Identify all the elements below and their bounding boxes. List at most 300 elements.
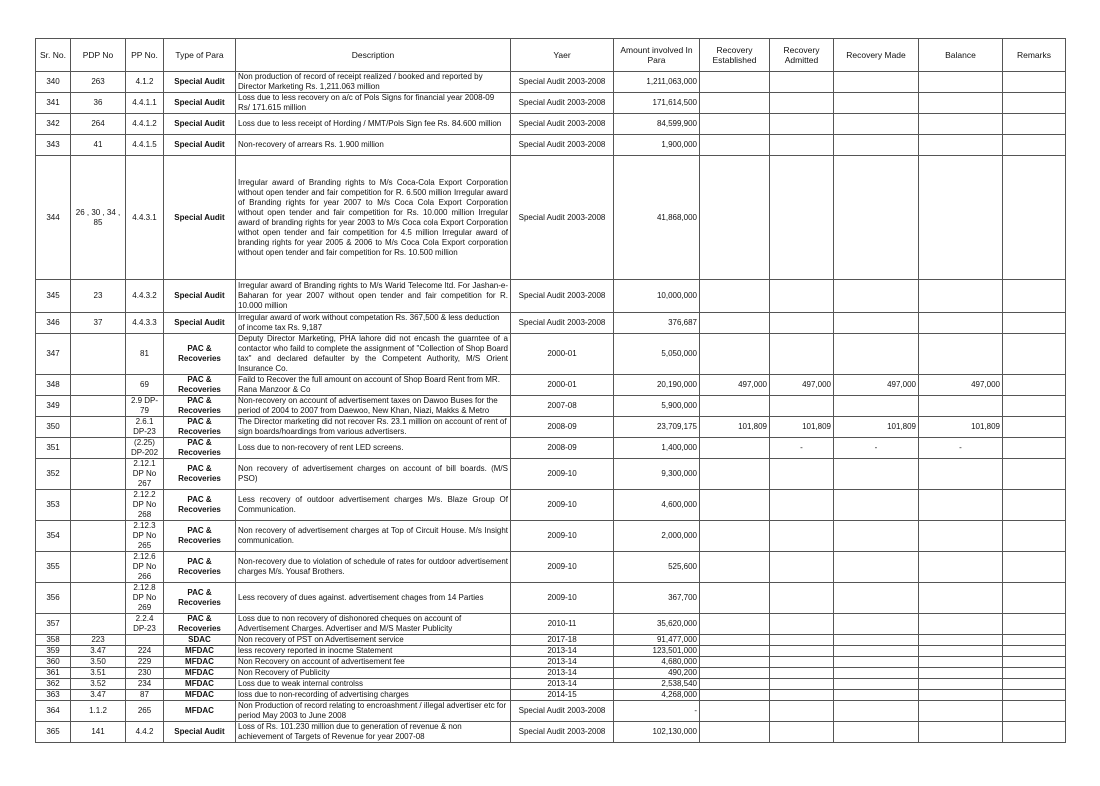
balance-cell	[919, 701, 1003, 722]
type-of-para-cell: MFDAC	[164, 646, 236, 657]
pdp-no-cell: 26 , 30 , 34 , 85	[71, 156, 126, 280]
remarks-cell	[1003, 614, 1066, 635]
recovery-made-cell	[834, 459, 919, 490]
pdp-no-cell: 41	[71, 135, 126, 156]
pdp-no-cell	[71, 490, 126, 521]
description-cell: Irregular award of work without competation Rs. 367,500 & less deduction of income tax Rs. 9,187	[236, 313, 511, 334]
sr-no-cell: 343	[36, 135, 71, 156]
recovery-made-cell	[834, 114, 919, 135]
year-cell: 2009-10	[511, 490, 614, 521]
year-cell: 2000-01	[511, 375, 614, 396]
recovery-made-cell	[834, 313, 919, 334]
sr-no-cell: 351	[36, 438, 71, 459]
amount-cell: 35,620,000	[614, 614, 700, 635]
recovery-admitted-cell	[770, 313, 834, 334]
table-row	[36, 614, 1066, 635]
pdp-no-cell: 3.52	[71, 679, 126, 690]
balance-cell	[919, 334, 1003, 375]
balance-cell	[919, 552, 1003, 583]
type-of-para-cell: PAC & Recoveries	[164, 375, 236, 396]
header-recovery-admitted: Recovery Admitted	[770, 39, 834, 72]
description-cell: Non Recovery of Publicity	[236, 668, 511, 679]
pdp-no-cell	[71, 583, 126, 614]
amount-cell: 2,538,540	[614, 679, 700, 690]
recovery-made-cell	[834, 583, 919, 614]
recovery-admitted-cell	[770, 679, 834, 690]
type-of-para-cell: MFDAC	[164, 668, 236, 679]
amount-cell: -	[614, 701, 700, 722]
balance-cell	[919, 93, 1003, 114]
recovery-admitted-cell	[770, 583, 834, 614]
header-amount: Amount involved In Para	[614, 39, 700, 72]
header-year: Yaer	[511, 39, 614, 72]
header-balance: Balance	[919, 39, 1003, 72]
balance-cell	[919, 646, 1003, 657]
amount-cell: 20,190,000	[614, 375, 700, 396]
recovery-established-cell	[700, 701, 770, 722]
recovery-admitted-cell	[770, 657, 834, 668]
recovery-admitted-cell	[770, 459, 834, 490]
balance-cell	[919, 114, 1003, 135]
pp-no-cell: 4.1.2	[126, 72, 164, 93]
pp-no-cell: 265	[126, 701, 164, 722]
recovery-established-cell	[700, 438, 770, 459]
year-cell: 2009-10	[511, 552, 614, 583]
recovery-admitted-cell	[770, 552, 834, 583]
recovery-admitted-cell: -	[770, 438, 834, 459]
recovery-established-cell	[700, 114, 770, 135]
description-cell: Non-recovery on account of advertisement taxes on Dawoo Buses for the period of 2004 to 2007 from Daewoo, New Khan, Niazi, Makks & Metro	[236, 396, 511, 417]
header-pdp-no: PDP No	[71, 39, 126, 72]
sr-no-cell: 356	[36, 583, 71, 614]
pdp-no-cell	[71, 396, 126, 417]
balance-cell	[919, 668, 1003, 679]
pdp-no-cell	[71, 417, 126, 438]
remarks-cell	[1003, 396, 1066, 417]
balance-cell	[919, 679, 1003, 690]
table-row	[36, 668, 1066, 679]
description-cell: Non recovery of advertisement charges at Top of Circuit House. M/s Insight communication.	[236, 521, 511, 552]
table-row	[36, 334, 1066, 375]
year-cell: 2013-14	[511, 668, 614, 679]
recovery-admitted-cell	[770, 135, 834, 156]
recovery-established-cell	[700, 135, 770, 156]
table-row	[36, 135, 1066, 156]
table-row	[36, 657, 1066, 668]
pdp-no-cell	[71, 614, 126, 635]
recovery-made-cell	[834, 701, 919, 722]
remarks-cell	[1003, 722, 1066, 743]
recovery-established-cell	[700, 690, 770, 701]
pp-no-cell: 4.4.3.3	[126, 313, 164, 334]
year-cell: 2007-08	[511, 396, 614, 417]
remarks-cell	[1003, 490, 1066, 521]
type-of-para-cell: SDAC	[164, 635, 236, 646]
balance-cell: 497,000	[919, 375, 1003, 396]
type-of-para-cell: MFDAC	[164, 701, 236, 722]
year-cell: 2010-11	[511, 614, 614, 635]
header-recovery-established: Recovery Established	[700, 39, 770, 72]
sr-no-cell: 350	[36, 417, 71, 438]
recovery-made-cell	[834, 690, 919, 701]
recovery-made-cell: -	[834, 438, 919, 459]
table-row	[36, 396, 1066, 417]
recovery-established-cell	[700, 280, 770, 313]
recovery-admitted-cell	[770, 334, 834, 375]
year-cell: 2009-10	[511, 459, 614, 490]
type-of-para-cell: PAC & Recoveries	[164, 552, 236, 583]
remarks-cell	[1003, 552, 1066, 583]
type-of-para-cell: PAC & Recoveries	[164, 417, 236, 438]
recovery-admitted-cell	[770, 114, 834, 135]
remarks-cell	[1003, 701, 1066, 722]
type-of-para-cell: Special Audit	[164, 93, 236, 114]
description-cell: Non Recovery on account of advertisement fee	[236, 657, 511, 668]
description-cell: Non recovery of PST on Advertisement service	[236, 635, 511, 646]
remarks-cell	[1003, 375, 1066, 396]
description-cell: Loss due to non-recovery of rent LED screens.	[236, 438, 511, 459]
amount-cell: 9,300,000	[614, 459, 700, 490]
remarks-cell	[1003, 668, 1066, 679]
pp-no-cell: 4.4.1.5	[126, 135, 164, 156]
recovery-established-cell	[700, 396, 770, 417]
year-cell: Special Audit 2003-2008	[511, 280, 614, 313]
table-row	[36, 114, 1066, 135]
table-row	[36, 646, 1066, 657]
amount-cell: 490,200	[614, 668, 700, 679]
year-cell: Special Audit 2003-2008	[511, 93, 614, 114]
recovery-made-cell	[834, 521, 919, 552]
amount-cell: 91,477,000	[614, 635, 700, 646]
balance-cell	[919, 490, 1003, 521]
pp-no-cell: 4.4.1.2	[126, 114, 164, 135]
year-cell: 2013-14	[511, 646, 614, 657]
recovery-established-cell	[700, 93, 770, 114]
sr-no-cell: 346	[36, 313, 71, 334]
year-cell: Special Audit 2003-2008	[511, 313, 614, 334]
table-row	[36, 438, 1066, 459]
amount-cell: 4,600,000	[614, 490, 700, 521]
recovery-made-cell	[834, 679, 919, 690]
table-row	[36, 72, 1066, 93]
sr-no-cell: 344	[36, 156, 71, 280]
pdp-no-cell	[71, 459, 126, 490]
table-row	[36, 552, 1066, 583]
amount-cell: 376,687	[614, 313, 700, 334]
recovery-admitted-cell	[770, 635, 834, 646]
amount-cell: 4,268,000	[614, 690, 700, 701]
remarks-cell	[1003, 114, 1066, 135]
pp-no-cell: 234	[126, 679, 164, 690]
pdp-no-cell: 264	[71, 114, 126, 135]
description-cell: The Director marketing did not recover Rs. 23.1 million on account of rent of sign boards/hoardings from various advertisers.	[236, 417, 511, 438]
amount-cell: 123,501,000	[614, 646, 700, 657]
type-of-para-cell: MFDAC	[164, 690, 236, 701]
balance-cell	[919, 459, 1003, 490]
recovery-made-cell	[834, 72, 919, 93]
pdp-no-cell: 3.47	[71, 646, 126, 657]
balance-cell	[919, 156, 1003, 280]
sr-no-cell: 342	[36, 114, 71, 135]
pdp-no-cell	[71, 552, 126, 583]
description-cell: Less recovery of dues against. advertisement chages from 14 Parties	[236, 583, 511, 614]
pp-no-cell: 81	[126, 334, 164, 375]
recovery-established-cell	[700, 459, 770, 490]
recovery-made-cell	[834, 635, 919, 646]
type-of-para-cell: PAC & Recoveries	[164, 490, 236, 521]
header-sr-no: Sr. No.	[36, 39, 71, 72]
pp-no-cell: 224	[126, 646, 164, 657]
amount-cell: 1,211,063,000	[614, 72, 700, 93]
remarks-cell	[1003, 690, 1066, 701]
description-cell: loss due to non-recording of advertising charges	[236, 690, 511, 701]
recovery-made-cell	[834, 722, 919, 743]
type-of-para-cell: Special Audit	[164, 313, 236, 334]
header-remarks: Remarks	[1003, 39, 1066, 72]
pdp-no-cell: 263	[71, 72, 126, 93]
recovery-admitted-cell	[770, 722, 834, 743]
recovery-established-cell	[700, 552, 770, 583]
recovery-admitted-cell: 497,000	[770, 375, 834, 396]
table-row	[36, 490, 1066, 521]
sr-no-cell: 365	[36, 722, 71, 743]
pp-no-cell: 2.2.4 DP-23	[126, 614, 164, 635]
recovery-made-cell	[834, 396, 919, 417]
recovery-admitted-cell	[770, 280, 834, 313]
recovery-made-cell: 497,000	[834, 375, 919, 396]
remarks-cell	[1003, 72, 1066, 93]
pp-no-cell: 4.4.3.1	[126, 156, 164, 280]
type-of-para-cell: PAC & Recoveries	[164, 583, 236, 614]
type-of-para-cell: Special Audit	[164, 135, 236, 156]
pdp-no-cell	[71, 334, 126, 375]
remarks-cell	[1003, 156, 1066, 280]
amount-cell: 41,868,000	[614, 156, 700, 280]
pp-no-cell	[126, 635, 164, 646]
recovery-established-cell	[700, 583, 770, 614]
pdp-no-cell: 23	[71, 280, 126, 313]
pp-no-cell: (2.25) DP-202	[126, 438, 164, 459]
header-description: Description	[236, 39, 511, 72]
year-cell: 2000-01	[511, 334, 614, 375]
pdp-no-cell: 37	[71, 313, 126, 334]
balance-cell	[919, 280, 1003, 313]
pp-no-cell: 230	[126, 668, 164, 679]
balance-cell	[919, 722, 1003, 743]
type-of-para-cell: PAC & Recoveries	[164, 396, 236, 417]
pdp-no-cell	[71, 375, 126, 396]
type-of-para-cell: MFDAC	[164, 657, 236, 668]
year-cell: Special Audit 2003-2008	[511, 135, 614, 156]
amount-cell: 1,900,000	[614, 135, 700, 156]
remarks-cell	[1003, 679, 1066, 690]
year-cell: 2013-14	[511, 679, 614, 690]
recovery-made-cell	[834, 334, 919, 375]
year-cell: Special Audit 2003-2008	[511, 722, 614, 743]
type-of-para-cell: PAC & Recoveries	[164, 334, 236, 375]
description-cell: Less recovery of outdoor advertisement charges M/s. Blaze Group Of Communication.	[236, 490, 511, 521]
recovery-made-cell	[834, 490, 919, 521]
table-row	[36, 375, 1066, 396]
pp-no-cell: 4.4.3.2	[126, 280, 164, 313]
recovery-made-cell	[834, 156, 919, 280]
balance-cell: 101,809	[919, 417, 1003, 438]
remarks-cell	[1003, 521, 1066, 552]
pp-no-cell: 2.9 DP-79	[126, 396, 164, 417]
year-cell: Special Audit 2003-2008	[511, 72, 614, 93]
description-cell: less recovery reported in inocme Statement	[236, 646, 511, 657]
type-of-para-cell: Special Audit	[164, 156, 236, 280]
balance-cell	[919, 521, 1003, 552]
type-of-para-cell: Special Audit	[164, 72, 236, 93]
type-of-para-cell: MFDAC	[164, 679, 236, 690]
balance-cell	[919, 635, 1003, 646]
recovery-established-cell	[700, 646, 770, 657]
type-of-para-cell: Special Audit	[164, 722, 236, 743]
remarks-cell	[1003, 417, 1066, 438]
sr-no-cell: 345	[36, 280, 71, 313]
recovery-admitted-cell	[770, 521, 834, 552]
recovery-admitted-cell	[770, 668, 834, 679]
recovery-admitted-cell	[770, 72, 834, 93]
table-row	[36, 583, 1066, 614]
description-cell: Irregular award of Branding rights to M/s Coca-Cola Export Corporation without open tender and fair competition for R. 6.500 million Irregular award of Branding rights for year 2007 to M/s Coca Cola Export Corporation without open tender and fair competition for Rs. 10.000 million Irregular award of branding rights for year 2003 to M/s Coca cola Export Corporation withot open tender and fair competition for 4.5 million Irregular award of branding rights for year 2005 & 2006 to M/s Coca Cola Export corporation without open tender and fair competition for Rs. 10.500 million	[236, 156, 511, 280]
recovery-admitted-cell	[770, 93, 834, 114]
table-row	[36, 313, 1066, 334]
pdp-no-cell: 3.51	[71, 668, 126, 679]
type-of-para-cell: Special Audit	[164, 114, 236, 135]
pp-no-cell: 69	[126, 375, 164, 396]
sr-no-cell: 363	[36, 690, 71, 701]
sr-no-cell: 353	[36, 490, 71, 521]
type-of-para-cell: PAC & Recoveries	[164, 459, 236, 490]
recovery-made-cell	[834, 668, 919, 679]
recovery-made-cell	[834, 280, 919, 313]
recovery-established-cell	[700, 490, 770, 521]
sr-no-cell: 354	[36, 521, 71, 552]
description-cell: Non-recovery of arrears Rs. 1.900 million	[236, 135, 511, 156]
table-row	[36, 156, 1066, 280]
sr-no-cell: 349	[36, 396, 71, 417]
remarks-cell	[1003, 313, 1066, 334]
pp-no-cell: 2.6.1 DP-23	[126, 417, 164, 438]
table-row	[36, 690, 1066, 701]
recovery-admitted-cell	[770, 614, 834, 635]
sr-no-cell: 360	[36, 657, 71, 668]
description-cell: Non-recovery due to violation of schedule of rates for outdoor advertisement charges M/s. Yousaf Brothers.	[236, 552, 511, 583]
remarks-cell	[1003, 334, 1066, 375]
description-cell: Irregular award of Branding rights to M/s Warid Telecome ltd. For Jashan-e-Baharan for year 2007 without open tender and fair competition for R. 10.000 million	[236, 280, 511, 313]
recovery-admitted-cell: 101,809	[770, 417, 834, 438]
remarks-cell	[1003, 583, 1066, 614]
recovery-established-cell	[700, 334, 770, 375]
table-row	[36, 459, 1066, 490]
balance-cell	[919, 135, 1003, 156]
table-row	[36, 417, 1066, 438]
recovery-established-cell	[700, 156, 770, 280]
description-cell: Non recovery of advertisement charges on account of bill boards. (M/S PSO)	[236, 459, 511, 490]
sr-no-cell: 362	[36, 679, 71, 690]
recovery-admitted-cell	[770, 690, 834, 701]
sr-no-cell: 355	[36, 552, 71, 583]
amount-cell: 84,599,900	[614, 114, 700, 135]
pdp-no-cell: 3.47	[71, 690, 126, 701]
balance-cell	[919, 583, 1003, 614]
sr-no-cell: 359	[36, 646, 71, 657]
recovery-made-cell	[834, 93, 919, 114]
pdp-no-cell: 223	[71, 635, 126, 646]
description-cell: Loss due to non recovery of dishonored cheques on account of Advertisement Charges. Advertiser and M/S Master Publicity	[236, 614, 511, 635]
pp-no-cell: 2.12.2 DP No 268	[126, 490, 164, 521]
recovery-established-cell	[700, 722, 770, 743]
remarks-cell	[1003, 635, 1066, 646]
year-cell: Special Audit 2003-2008	[511, 156, 614, 280]
recovery-established-cell	[700, 635, 770, 646]
recovery-admitted-cell	[770, 156, 834, 280]
remarks-cell	[1003, 93, 1066, 114]
year-cell: 2013-14	[511, 657, 614, 668]
amount-cell: 102,130,000	[614, 722, 700, 743]
recovery-made-cell	[834, 614, 919, 635]
description-cell: Non Production of record relating to encroashment / illegal advertiser etc for period May 2003 to June 2008	[236, 701, 511, 722]
pdp-no-cell: 3.50	[71, 657, 126, 668]
remarks-cell	[1003, 135, 1066, 156]
pp-no-cell: 4.4.1.1	[126, 93, 164, 114]
recovery-admitted-cell	[770, 646, 834, 657]
amount-cell: 2,000,000	[614, 521, 700, 552]
recovery-established-cell	[700, 521, 770, 552]
balance-cell: -	[919, 438, 1003, 459]
amount-cell: 5,900,000	[614, 396, 700, 417]
recovery-made-cell	[834, 552, 919, 583]
amount-cell: 5,050,000	[614, 334, 700, 375]
recovery-admitted-cell	[770, 396, 834, 417]
amount-cell: 367,700	[614, 583, 700, 614]
recovery-made-cell	[834, 657, 919, 668]
remarks-cell	[1003, 438, 1066, 459]
recovery-established-cell: 497,000	[700, 375, 770, 396]
year-cell: Special Audit 2003-2008	[511, 114, 614, 135]
pp-no-cell: 87	[126, 690, 164, 701]
table-row	[36, 701, 1066, 722]
sr-no-cell: 341	[36, 93, 71, 114]
amount-cell: 525,600	[614, 552, 700, 583]
balance-cell	[919, 614, 1003, 635]
recovery-established-cell	[700, 668, 770, 679]
balance-cell	[919, 72, 1003, 93]
balance-cell	[919, 690, 1003, 701]
remarks-cell	[1003, 646, 1066, 657]
description-cell: Faild to Recover the full amount on account of Shop Board Rent from MR. Rana Manzoor & Co	[236, 375, 511, 396]
description-cell: Deputy Director Marketing, PHA lahore did not encash the guarntee of a contactor who faild to complete the assignment of "Collection of Shop Board tax" and declared defaulter by the Competent Authority, M/S Orient Insurance Co.	[236, 334, 511, 375]
year-cell: 2014-15	[511, 690, 614, 701]
amount-cell: 10,000,000	[614, 280, 700, 313]
table-row	[36, 521, 1066, 552]
amount-cell: 171,614,500	[614, 93, 700, 114]
remarks-cell	[1003, 459, 1066, 490]
recovery-established-cell	[700, 72, 770, 93]
type-of-para-cell: PAC & Recoveries	[164, 614, 236, 635]
pp-no-cell: 2.12.3 DP No 265	[126, 521, 164, 552]
remarks-cell	[1003, 280, 1066, 313]
recovery-established-cell	[700, 657, 770, 668]
recovery-admitted-cell	[770, 490, 834, 521]
recovery-made-cell	[834, 646, 919, 657]
pp-no-cell: 4.4.2	[126, 722, 164, 743]
description-cell: Loss of Rs. 101.230 million due to generation of revenue & non achievement of Targets of Revenue for year 2007-08	[236, 722, 511, 743]
header-type-of-para: Type of Para	[164, 39, 236, 72]
pdp-no-cell: 36	[71, 93, 126, 114]
